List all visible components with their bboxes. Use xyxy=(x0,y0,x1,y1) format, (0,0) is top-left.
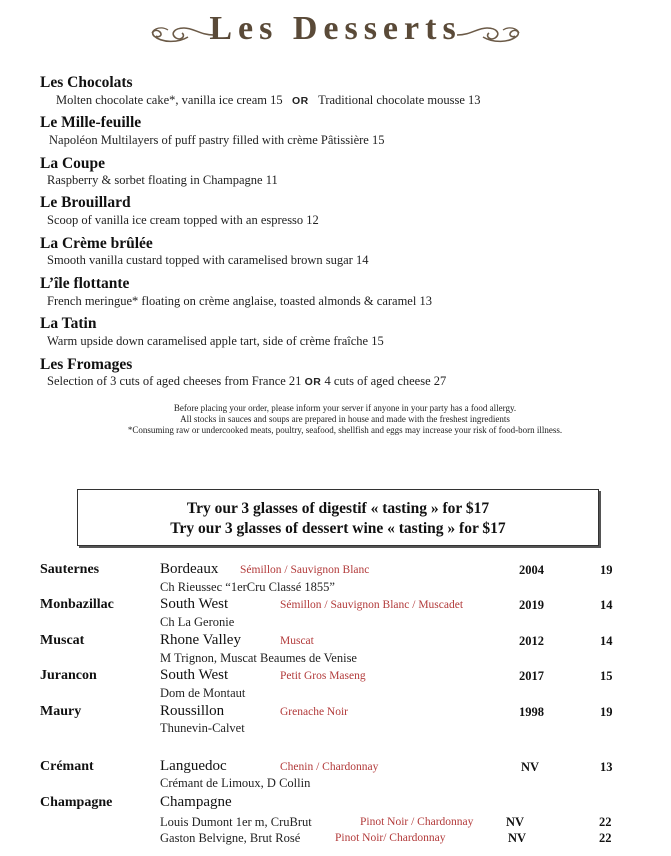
champagne-year: NV xyxy=(508,831,527,845)
dessert-name: Les Fromages xyxy=(40,356,133,373)
wine-year: NV xyxy=(521,760,540,774)
wine-year: 2004 xyxy=(519,563,544,577)
wine-grape: Chenin / Chardonnay xyxy=(280,761,379,773)
dessert-description: Raspberry & sorbet floating in Champagne 11 xyxy=(47,173,278,187)
wine-region: Roussillon xyxy=(160,703,225,719)
champagne-grape: Pinot Noir/ Chardonnay xyxy=(335,832,446,844)
wine-region: Rhone Valley xyxy=(160,632,241,648)
wine-type: Monbazillac xyxy=(40,597,114,612)
wine-type: Champagne xyxy=(40,795,113,810)
wine-region: South West xyxy=(160,596,229,612)
dessert-name: Le Mille-feuille xyxy=(40,114,142,131)
stock-note: All stocks in sauces and soups are prepared in house and made with the freshest ingredients xyxy=(180,414,510,424)
dessert-name: La Tatin xyxy=(40,315,97,332)
wine-price: 19 xyxy=(600,563,613,577)
wine-region: Bordeaux xyxy=(160,561,219,577)
champagne-year: NV xyxy=(506,815,525,829)
wine-price: 14 xyxy=(600,634,613,648)
raw-food-note: *Consuming raw or undercooked meats, poultry, seafood, shellfish and eggs may increase your risk of food-born illness. xyxy=(127,425,563,435)
dessert-name: La Crème brûlée xyxy=(40,235,153,252)
wine-grape: Sémillon / Sauvignon Blanc xyxy=(240,564,370,576)
tasting-box xyxy=(77,489,599,546)
digestif-tasting: Try our 3 glasses of digestif « tasting » for $17 xyxy=(186,500,490,517)
dessert-description: Warm upside down caramelised apple tart, side of crème fraîche 15 xyxy=(47,334,384,348)
dessert-description: Molten chocolate cake*, vanilla ice cream 15 OR Traditional chocolate mousse 13 xyxy=(56,93,481,107)
wine-producer: Ch Rieussec “1erCru Classé 1855” xyxy=(160,580,335,594)
page-title: Les Desserts xyxy=(209,10,462,47)
wine-price: 13 xyxy=(600,760,613,774)
wine-region: Champagne xyxy=(160,794,232,810)
dessert-description: Smooth vanilla custard topped with caramelised brown sugar 14 xyxy=(47,253,369,267)
dessert-name: L’île flottante xyxy=(40,275,130,292)
wine-grape: Sémillon / Sauvignon Blanc / Muscadet xyxy=(280,599,464,611)
champagne-producer: Gaston Belvigne, Brut Rosé xyxy=(160,831,301,845)
dessert-wine-tasting: Try our 3 glasses of dessert wine « tasting » for $17 xyxy=(170,520,506,537)
or-separator: OR xyxy=(304,376,322,388)
dessert-name: Les Chocolats xyxy=(40,74,133,91)
wine-grape: Muscat xyxy=(280,635,314,647)
dessert-name: La Coupe xyxy=(40,155,106,172)
wine-price: 19 xyxy=(600,705,613,719)
wine-year: 2012 xyxy=(519,634,544,648)
champagne-price: 22 xyxy=(599,831,612,845)
wine-producer: Crémant de Limoux, D Collin xyxy=(160,776,311,790)
flourish-icon xyxy=(455,24,523,46)
wine-price: 15 xyxy=(600,669,613,683)
wine-type: Jurancon xyxy=(40,668,97,683)
dessert-name: Le Brouillard xyxy=(40,194,131,211)
wine-producer: Dom de Montaut xyxy=(160,686,246,700)
dessert-description: Napoléon Multilayers of puff pastry filled with crème Pâtissière 15 xyxy=(49,133,385,147)
champagne-price: 22 xyxy=(599,815,612,829)
wine-producer: Thunevin-Calvet xyxy=(160,721,245,735)
wine-type: Sauternes xyxy=(40,562,100,577)
wine-producer: M Trignon, Muscat Beaumes de Venise xyxy=(160,651,357,665)
wine-year: 2019 xyxy=(519,598,544,612)
wine-region: Languedoc xyxy=(160,758,227,774)
dessert-description: Selection of 3 cuts of aged cheeses from France 21 OR 4 cuts of aged cheese 27 xyxy=(47,374,447,388)
wine-type: Crémant xyxy=(40,759,94,774)
wine-price: 14 xyxy=(600,598,613,612)
wine-grape: Petit Gros Maseng xyxy=(280,670,366,682)
wine-year: 1998 xyxy=(519,705,544,719)
wine-region: South West xyxy=(160,667,229,683)
champagne-producer: Louis Dumont 1er m, CruBrut xyxy=(160,815,312,829)
wine-type: Muscat xyxy=(40,633,85,648)
wine-grape: Grenache Noir xyxy=(280,706,349,718)
or-separator: OR xyxy=(292,95,309,107)
allergy-note: Before placing your order, please inform your server if anyone in your party has a food allergy. xyxy=(173,403,517,413)
wine-type: Maury xyxy=(40,704,82,719)
champagne-grape: Pinot Noir / Chardonnay xyxy=(360,816,474,828)
wine-producer: Ch La Geronie xyxy=(160,615,235,629)
dessert-description: Scoop of vanilla ice cream topped with an espresso 12 xyxy=(47,213,319,227)
dessert-description: French meringue* floating on crème anglaise, toasted almonds & caramel 13 xyxy=(47,294,432,308)
wine-year: 2017 xyxy=(519,669,544,683)
